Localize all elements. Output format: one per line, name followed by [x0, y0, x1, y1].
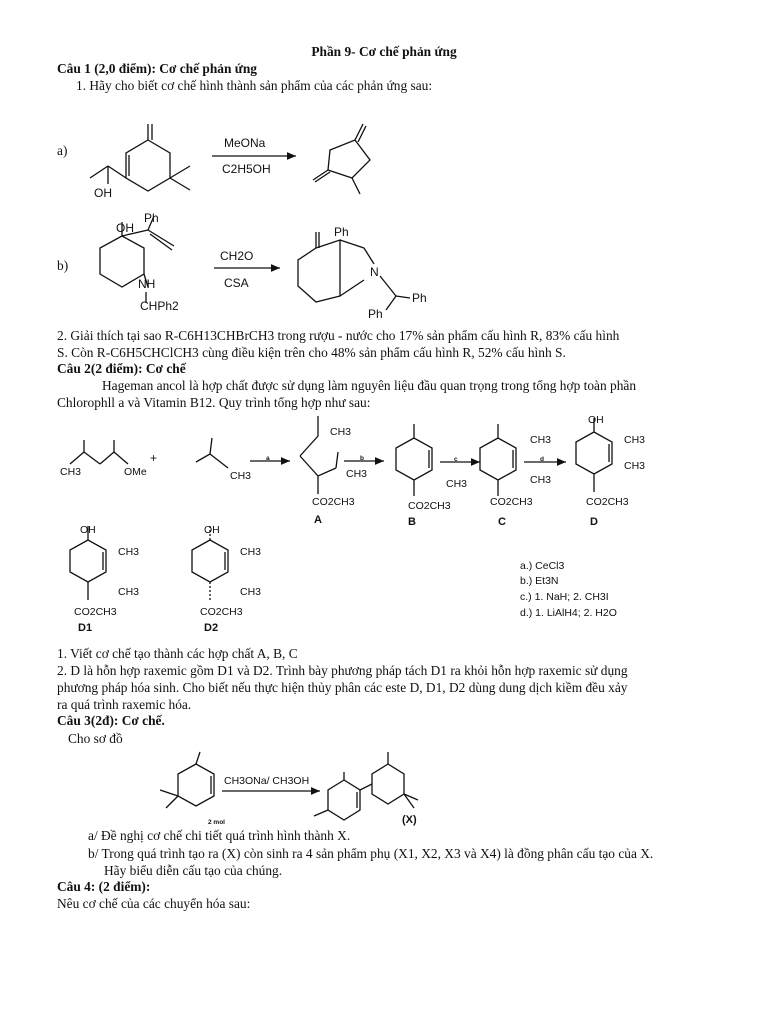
- q1-item2-line1: 2. Giải thích tại sao R-C6H13CHBrCH3 trong rượu - nước cho 17% sản phẩm cấu hình R, 83% cấu hình: [57, 328, 620, 343]
- q3-reagent: CH3ONa/ CH3OH: [224, 775, 310, 787]
- q2-arrow-c-label: c: [454, 456, 458, 463]
- q1b-n: N: [370, 265, 379, 279]
- q2-D1-ch3: CH3: [118, 546, 140, 558]
- q2-item2-line1: 2. D là hỗn hợp raxemic gồm D1 và D2. Trình bày phương pháp tách D1 ra khỏi hỗn hợp raxemic sử dụng: [57, 663, 628, 678]
- q2-D-ch3: CH3: [624, 434, 646, 446]
- q2-compound-B-structure: [396, 424, 432, 496]
- q2-condition-c: c.) 1. NaH; 2. CH3I: [520, 591, 609, 603]
- q2-item1: 1. Viết cơ chế tạo thành các hợp chất A, B, C: [57, 646, 298, 661]
- q2-item2-line2: phương pháp hóa sinh. Cho biết nếu thực hiện thủy phân các este D, D1, D2 dùng dung dịch kiềm đều xảy: [57, 680, 628, 695]
- q1-heading: Câu 1 (2,0 điểm): Cơ chế phản ứng: [57, 61, 257, 76]
- q1a-reagent-top: MeONa: [224, 136, 266, 150]
- q2-condition-b: b.) Et3N: [520, 575, 559, 587]
- q1b-nh: NH: [138, 277, 156, 291]
- q1b-reagent-bottom: CSA: [224, 276, 249, 290]
- q2-C-co2ch3: CO2CH3: [490, 496, 533, 508]
- q2-sm-ome: OMe: [124, 466, 147, 478]
- q2-D-co2ch3: CO2CH3: [586, 496, 629, 508]
- q2-intro-line1: Hageman ancol là hợp chất được sử dụng làm nguyên liệu đầu quan trọng trong tổng hợp toàn phần: [102, 378, 637, 393]
- q3-amount: 2 mol: [208, 819, 225, 826]
- q1-item1: 1. Hãy cho biết cơ chế hình thành sản phẩm của các phản ứng sau:: [76, 78, 433, 93]
- q4-intro: Nêu cơ chế của các chuyển hóa sau:: [57, 896, 251, 911]
- q2-D1-co2ch3: CO2CH3: [74, 606, 117, 618]
- q1b-oh: OH: [116, 221, 134, 235]
- q1a-oh: OH: [94, 186, 112, 200]
- q2-D1-ch3b: CH3: [118, 586, 140, 598]
- q1a-reagent-bottom: C2H5OH: [222, 162, 271, 176]
- q3-intro: Cho sơ đồ: [68, 731, 123, 746]
- q2-D2-ch3b: CH3: [240, 586, 262, 598]
- q2-label-D2: D2: [204, 622, 219, 634]
- q1b-chph2: CHPh2: [140, 299, 179, 313]
- q2-A-co2ch3: CO2CH3: [312, 496, 355, 508]
- q2-arrow-a-label: a: [266, 455, 270, 462]
- q1a-product-structure: [313, 124, 370, 194]
- q1b-product-structure: [298, 232, 410, 310]
- q1b-ph-product: Ph: [334, 225, 349, 239]
- q2-B-co2ch3: CO2CH3: [408, 500, 451, 512]
- q3-part-a: a/ Đề nghị cơ chế chi tiết quá trình hình thành X.: [88, 828, 351, 843]
- q2-compound-D1-structure: [70, 526, 106, 600]
- q3-part-b-line1: b/ Trong quá trình tạo ra (X) còn sinh ra 4 sản phẩm phụ (X1, X2, X3 và X4) là đồng phân cấu tạo của X.: [88, 846, 654, 861]
- q2-mvk-structure: [196, 438, 228, 468]
- q1-item2-line2: S. Còn R-C6H5CHClCH3 cùng điều kiện trên cho 48% sản phẩm cấu hình R, 52% cấu hình S.: [57, 345, 566, 360]
- q2-sm-ch3: CH3: [60, 466, 82, 478]
- q3-reactant-structure: [160, 752, 214, 808]
- q2-label-C: C: [498, 516, 506, 528]
- q2-B-ch3: CH3: [446, 478, 468, 490]
- q3-product-label: (X): [402, 814, 417, 826]
- q2-plus: +: [150, 451, 158, 465]
- q2-D2-co2ch3: CO2CH3: [200, 606, 243, 618]
- q2-compound-D2-structure: [192, 526, 228, 600]
- q4-heading: Câu 4: (2 điểm):: [57, 879, 151, 894]
- q2-label-A: A: [314, 514, 322, 526]
- q2-C-ch3: CH3: [530, 434, 552, 446]
- q1b-reagent-top: CH2O: [220, 249, 254, 263]
- page-title: Phần 9- Cơ chế phản ứng: [311, 44, 457, 59]
- q2-label-D1: D1: [78, 622, 93, 634]
- q1b-label: b): [57, 258, 69, 273]
- q2-label-B: B: [408, 516, 416, 528]
- q2-condition-d: d.) 1. LiAlH4; 2. H2O: [520, 607, 617, 619]
- q2-mvk-ch3: CH3: [230, 470, 252, 482]
- q2-compound-D-structure: [576, 418, 612, 492]
- q1a-label: a): [57, 143, 68, 158]
- q2-D-ch3b: CH3: [624, 460, 646, 472]
- q1b-ph-a: Ph: [412, 291, 427, 305]
- q3-heading: Câu 3(2đ): Cơ chế.: [57, 713, 165, 728]
- q2-acetoacetate-structure: [70, 440, 128, 464]
- q2-heading: Câu 2(2 điểm): Cơ chế: [57, 361, 186, 376]
- q2-arrow-b-label: b: [360, 455, 364, 462]
- q2-A-ch3b: CH3: [346, 468, 368, 480]
- q2-D-oh: OH: [588, 414, 604, 426]
- q1b-ph-b: Ph: [368, 307, 383, 321]
- q2-label-D: D: [590, 516, 598, 528]
- q3-product-structure: [314, 752, 418, 820]
- q2-intro-line2: Chlorophll a và Vitamin B12. Quy trình tổng hợp như sau:: [57, 395, 371, 410]
- q2-D2-oh: OH: [204, 524, 220, 536]
- q2-D1-oh: OH: [80, 524, 96, 536]
- q1b-reactant-structure: [100, 216, 174, 303]
- q2-condition-a: a.) CeCl3: [520, 560, 565, 572]
- q1a-reactant-structure: [90, 124, 190, 191]
- q3-part-b-line2: Hãy biểu diễn cấu tạo của chúng.: [104, 863, 283, 878]
- q2-A-ch3: CH3: [330, 426, 352, 438]
- q2-C-ch3b: CH3: [530, 474, 552, 486]
- q2-item2-line3: ra quá trình raxemic hóa.: [57, 697, 192, 712]
- q2-arrow-d-label: d: [540, 456, 544, 463]
- q2-D2-ch3: CH3: [240, 546, 262, 558]
- q1b-ph1: Ph: [144, 211, 159, 225]
- q2-compound-C-structure: [480, 424, 516, 496]
